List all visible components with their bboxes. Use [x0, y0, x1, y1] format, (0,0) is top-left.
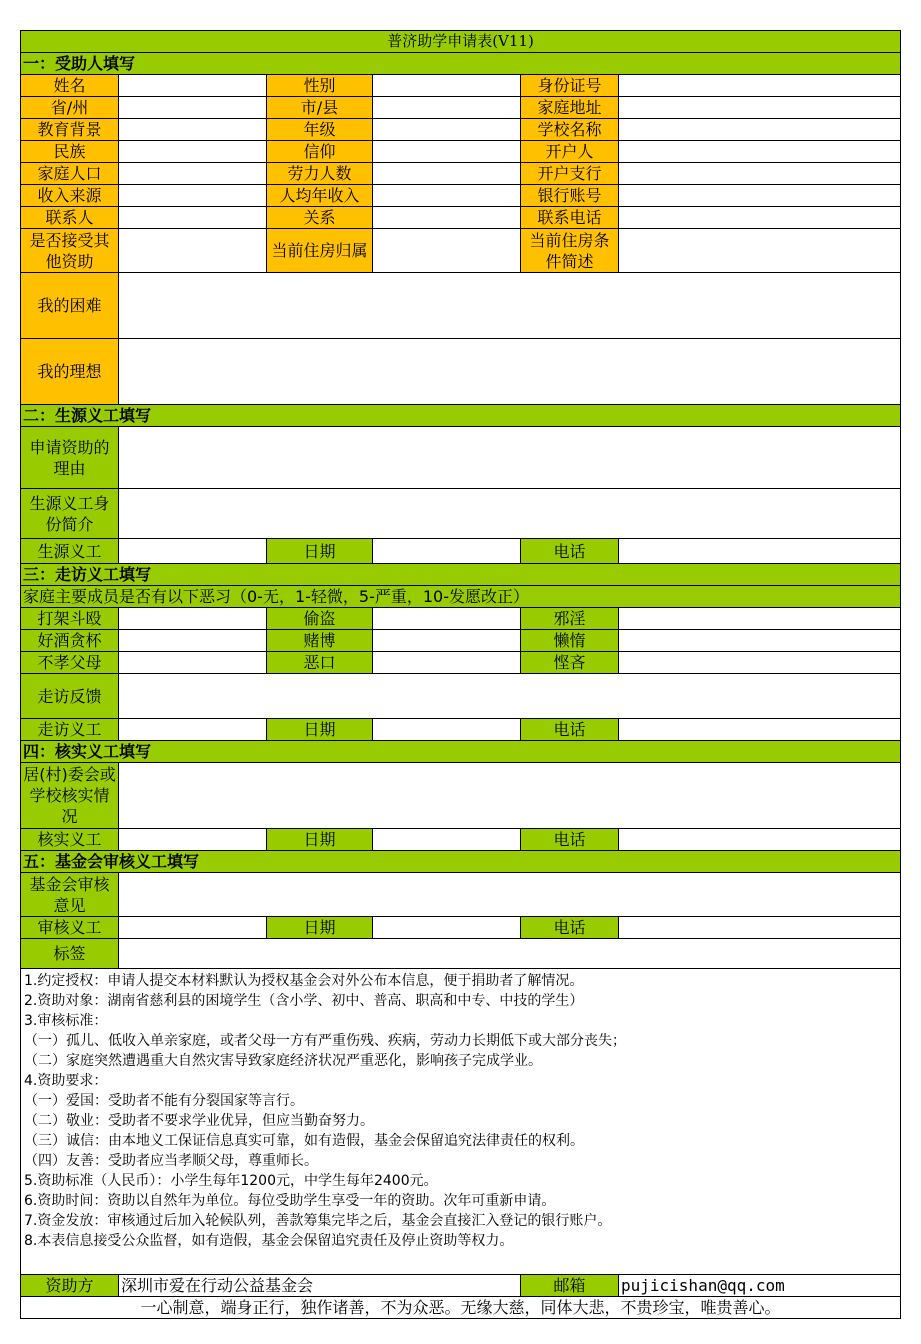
motto: 一心制意，端身正行，独作诸善，不为众恶。无缘大慈，同体大悲，不贵珍宝，唯贵善心。 [21, 1297, 901, 1319]
input-education[interactable] [119, 119, 267, 141]
note-line: （二）敬业：受助者不要求学业优异，但应当勤奋努力。 [24, 1113, 374, 1129]
input-ideal[interactable] [119, 339, 901, 405]
label-stealing: 偷盗 [267, 608, 373, 630]
input-province[interactable] [119, 97, 267, 119]
note-line: 6.资助时间：资助以自然年为单位。每位受助学生享受一年的资助。次年可重新申请。 [24, 1193, 556, 1209]
label-grade: 年级 [267, 119, 373, 141]
label-verify-date: 日期 [267, 829, 373, 851]
input-stinginess[interactable] [619, 652, 901, 674]
note-line: （四）友善：受助者应当孝顺父母，尊重师长。 [24, 1153, 318, 1169]
input-laziness[interactable] [619, 630, 901, 652]
note-line: 2.资助对象：湖南省慈利县的困境学生（含小学、初中、普高、职高和中专、中技的学生） [24, 993, 584, 1009]
label-lust: 邪淫 [521, 608, 619, 630]
label-gender: 性别 [267, 75, 373, 97]
section1-header: 一：受助人填写 [21, 53, 901, 75]
label-review-phone: 电话 [521, 917, 619, 939]
label-verify-volunteer: 核实义工 [21, 829, 119, 851]
label-verify-phone: 电话 [521, 829, 619, 851]
label-laziness: 懒惰 [521, 630, 619, 652]
input-home-address[interactable] [619, 97, 901, 119]
note-line: 3.审核标准： [24, 1013, 108, 1029]
input-source-date[interactable] [373, 539, 521, 564]
input-contact-phone[interactable] [619, 207, 901, 229]
label-bank-branch: 开户支行 [521, 163, 619, 185]
input-verify-date[interactable] [373, 829, 521, 851]
label-sponsor: 资助方 [21, 1275, 119, 1297]
label-fighting: 打架斗殴 [21, 608, 119, 630]
input-religion[interactable] [373, 141, 521, 163]
label-other-aid: 是否接受其他资助 [21, 229, 119, 273]
input-other-aid[interactable] [119, 229, 267, 273]
section4-header: 四：核实义工填写 [21, 741, 901, 763]
input-stealing[interactable] [373, 608, 521, 630]
input-name[interactable] [119, 75, 267, 97]
label-province: 省/州 [21, 97, 119, 119]
input-visit-volunteer[interactable] [119, 719, 267, 741]
label-income-source: 收入来源 [21, 185, 119, 207]
label-source-date: 日期 [267, 539, 373, 564]
label-difficulty: 我的困难 [21, 273, 119, 339]
label-review-date: 日期 [267, 917, 373, 939]
input-bank-account[interactable] [619, 185, 901, 207]
label-city: 市/县 [267, 97, 373, 119]
label-review-volunteer: 审核义工 [21, 917, 119, 939]
input-id-number[interactable] [619, 75, 901, 97]
label-visit-feedback: 走访反馈 [21, 674, 119, 719]
input-reason[interactable] [119, 427, 901, 489]
input-unfilial[interactable] [119, 652, 267, 674]
input-tag[interactable] [119, 939, 901, 969]
label-tag: 标签 [21, 939, 119, 969]
input-housing-ownership[interactable] [373, 229, 521, 273]
input-income-source[interactable] [119, 185, 267, 207]
input-grade[interactable] [373, 119, 521, 141]
label-email: 邮箱 [521, 1275, 619, 1297]
input-visit-phone[interactable] [619, 719, 901, 741]
input-housing-condition[interactable] [619, 229, 901, 273]
label-reason: 申请资助的理由 [21, 427, 119, 489]
section5-header: 五：基金会审核义工填写 [21, 851, 901, 873]
input-volunteer-intro[interactable] [119, 489, 901, 539]
input-source-phone[interactable] [619, 539, 901, 564]
label-school: 学校名称 [521, 119, 619, 141]
label-housing-ownership: 当前住房归属 [267, 229, 373, 273]
label-relation: 关系 [267, 207, 373, 229]
label-abusive-speech: 恶口 [267, 652, 373, 674]
label-volunteer-intro: 生源义工身份简介 [21, 489, 119, 539]
label-source-phone: 电话 [521, 539, 619, 564]
label-source-volunteer: 生源义工 [21, 539, 119, 564]
input-family-size[interactable] [119, 163, 267, 185]
input-difficulty[interactable] [119, 273, 901, 339]
terms-notes [21, 969, 901, 1275]
note-line: 7.资金发放：审核通过后加入轮候队列，善款筹集完毕之后，基金会直接汇入登记的银行账户。 [24, 1213, 612, 1229]
input-contact[interactable] [119, 207, 267, 229]
note-line: （二）家庭突然遭遇重大自然灾害导致家庭经济状况严重恶化，影响孩子完成学业。 [24, 1053, 542, 1069]
label-labor-count: 劳力人数 [267, 163, 373, 185]
input-abusive-speech[interactable] [373, 652, 521, 674]
note-line: 5.资助标准（人民币）：小学生每年1200元，中学生每年2400元。 [24, 1173, 438, 1189]
note-line: （一）爱国：受助者不能有分裂国家等言行。 [24, 1093, 304, 1109]
input-ethnicity[interactable] [119, 141, 267, 163]
input-verify-volunteer[interactable] [119, 829, 267, 851]
input-gambling[interactable] [373, 630, 521, 652]
label-ideal: 我的理想 [21, 339, 119, 405]
label-ethnicity: 民族 [21, 141, 119, 163]
label-bank-account: 银行账号 [521, 185, 619, 207]
input-review-opinion[interactable] [119, 873, 901, 917]
label-education: 教育背景 [21, 119, 119, 141]
label-review-opinion: 基金会审核意见 [21, 873, 119, 917]
email-value: pujicishan@qq.com [619, 1275, 901, 1297]
label-visit-date: 日期 [267, 719, 373, 741]
label-religion: 信仰 [267, 141, 373, 163]
input-lust[interactable] [619, 608, 901, 630]
label-unfilial: 不孝父母 [21, 652, 119, 674]
input-visit-feedback[interactable] [119, 674, 901, 719]
label-stinginess: 悭吝 [521, 652, 619, 674]
input-gender[interactable] [373, 75, 521, 97]
vices-question: 家庭主要成员是否有以下恶习（0-无，1-轻微，5-严重，10-发愿改正） [21, 586, 901, 608]
label-account-holder: 开户人 [521, 141, 619, 163]
input-account-holder[interactable] [619, 141, 901, 163]
input-verify-phone[interactable] [619, 829, 901, 851]
label-contact-phone: 联系电话 [521, 207, 619, 229]
label-family-size: 家庭人口 [21, 163, 119, 185]
label-verify-status: 居(村)委会或学校核实情况 [21, 763, 119, 829]
label-gambling: 赌博 [267, 630, 373, 652]
input-school[interactable] [619, 119, 901, 141]
label-drinking: 好酒贪杯 [21, 630, 119, 652]
input-visit-date[interactable] [373, 719, 521, 741]
input-drinking[interactable] [119, 630, 267, 652]
note-line: （三）诚信：由本地义工保证信息真实可靠，如有造假，基金会保留追究法律责任的权利。 [24, 1133, 584, 1149]
input-labor-count[interactable] [373, 163, 521, 185]
input-fighting[interactable] [119, 608, 267, 630]
input-source-volunteer[interactable] [119, 539, 267, 564]
label-name: 姓名 [21, 75, 119, 97]
label-home-address: 家庭地址 [521, 97, 619, 119]
input-relation[interactable] [373, 207, 521, 229]
label-housing-condition: 当前住房条件简述 [521, 229, 619, 273]
form-title: 普济助学申请表(V11) [21, 31, 901, 53]
label-per-capita-income: 人均年收入 [267, 185, 373, 207]
note-line: 1.约定授权：申请人提交本材料默认为授权基金会对外公布本信息，便于捐助者了解情况。 [24, 973, 584, 989]
label-contact: 联系人 [21, 207, 119, 229]
application-form [20, 30, 900, 1319]
input-verify-status[interactable] [119, 763, 901, 829]
input-review-phone[interactable] [619, 917, 901, 939]
input-per-capita-income[interactable] [373, 185, 521, 207]
note-line: 4.资助要求： [24, 1073, 108, 1089]
label-visit-phone: 电话 [521, 719, 619, 741]
section2-header: 二：生源义工填写 [21, 405, 901, 427]
note-line: （一）孤儿、低收入单亲家庭，或者父母一方有严重伤残、疾病，劳动力长期低下或大部分丧失； [24, 1033, 626, 1049]
label-id-number: 身份证号 [521, 75, 619, 97]
section3-header: 三：走访义工填写 [21, 564, 901, 586]
input-review-volunteer[interactable] [119, 917, 267, 939]
input-city[interactable] [373, 97, 521, 119]
sponsor-value: 深圳市爱在行动公益基金会 [119, 1275, 521, 1297]
form-table [20, 30, 901, 1319]
note-line: 8.本表信息接受公众监督，如有造假，基金会保留追究责任及停止资助等权力。 [24, 1233, 514, 1249]
input-bank-branch[interactable] [619, 163, 901, 185]
label-visit-volunteer: 走访义工 [21, 719, 119, 741]
input-review-date[interactable] [373, 917, 521, 939]
